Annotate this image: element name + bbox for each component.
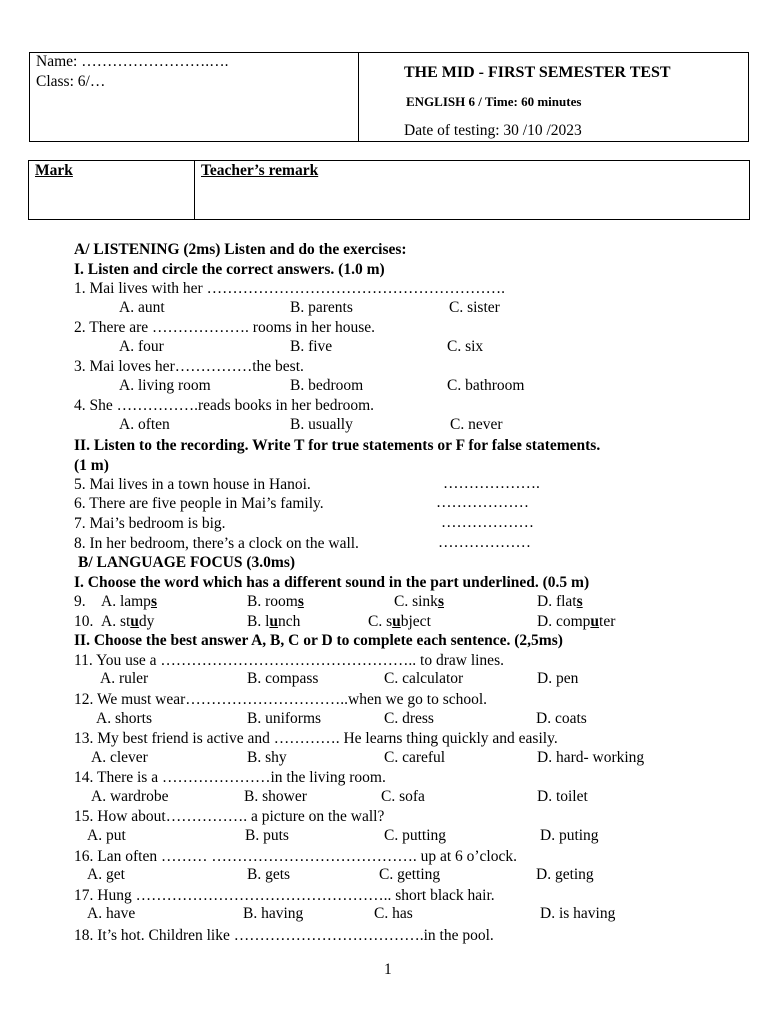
q9-option-c [394, 592, 444, 612]
q2-option-c: C. six [447, 338, 484, 355]
q9-number: 9. [74, 593, 86, 610]
q1-option-a: A. aunt [119, 299, 165, 316]
q3-option-c: C. bathroom [447, 377, 525, 394]
q9-option-b [247, 592, 304, 612]
part2-roman-numeral: II [74, 437, 87, 454]
class-field-label: Class: 6/… [36, 73, 106, 90]
q14-option-a: A. wardrobe [91, 788, 169, 805]
section-a-title: A/ LISTENING (2ms) Listen and do the exercises: [74, 241, 407, 258]
q10-a-pre: A. st [101, 613, 131, 630]
statement-6: 6. There are five people in Mai’s family. [74, 495, 324, 512]
q15-option-b: B. puts [245, 827, 289, 844]
section-a-part2-title [74, 436, 600, 456]
q2-option-b: B. five [290, 338, 333, 355]
q17-option-d: D. is having [540, 905, 616, 922]
q1-option-b: B. parents [290, 299, 353, 316]
q3-option-a: A. living room [119, 377, 211, 394]
statement-8-blank: ……………… [438, 534, 531, 551]
q17-option-c: C. has [374, 905, 413, 922]
q16-option-c: C. getting [379, 866, 441, 883]
q9-a-underlined: s [150, 593, 157, 610]
question-1: 1. Mai lives with her …………………………………………………. [74, 280, 505, 297]
q11-option-d: D. pen [537, 670, 579, 687]
statement-6-blank: ……………… [436, 494, 529, 511]
name-field-label: Name: …………………….…. [36, 53, 229, 70]
q16-option-a: A. get [87, 866, 125, 883]
question-15: 15. How about……………. a picture on the wall? [74, 808, 385, 825]
q14-option-c: C. sofa [381, 788, 425, 805]
q10-a-post: dy [138, 613, 155, 630]
q10-c-post: bject [400, 613, 431, 630]
q4-option-a: A. often [119, 416, 170, 433]
question-16: 16. Lan often ……… …………………………………. up at 6 o’clock. [74, 848, 517, 865]
q11-option-b: B. compass [247, 670, 319, 687]
q9-d-text: D. flat [537, 593, 577, 610]
question-4: 4. She …………….reads books in her bedroom. [74, 397, 375, 414]
section-b-part2-title: II. Choose the best answer A, B, C or D to complete each sentence. (2,5ms) [74, 632, 563, 649]
q9-option-a [101, 592, 157, 612]
question-2: 2. There are ………………. rooms in her house. [74, 319, 376, 336]
q9-c-underlined: s [437, 593, 444, 610]
q4-option-b: B. usually [290, 416, 353, 433]
q12-option-d: D. coats [536, 710, 587, 727]
q9-c-text: C. sink [394, 593, 438, 610]
question-10 [74, 612, 754, 632]
q16-option-b: B. gets [247, 866, 291, 883]
q10-a-underlined: u [130, 613, 139, 630]
q10-b-underlined: u [269, 613, 279, 630]
q9-b-text: B. room [247, 593, 298, 610]
statement-8: 8. In her bedroom, there’s a clock on the wall. [74, 535, 359, 552]
teacher-remark-label: Teacher’s remark [201, 162, 319, 179]
q10-option-b [247, 612, 300, 632]
q17-option-b: B. having [243, 905, 304, 922]
q13-option-a: A. clever [91, 749, 148, 766]
section-b-title: B/ LANGUAGE FOCUS (3.0ms) [78, 554, 296, 571]
q14-option-d: D. toilet [537, 788, 588, 805]
q17-option-a: A. have [87, 905, 136, 922]
q15-option-c: C. putting [384, 827, 447, 844]
q10-c-pre: C. s [368, 613, 393, 630]
statement-5: 5. Mai lives in a town house in Hanoi. [74, 476, 311, 493]
subject-time: ENGLISH 6 / Time: 60 minutes [406, 94, 582, 109]
q12-option-a: A. shorts [96, 710, 152, 727]
q10-c-underlined: u [392, 613, 401, 630]
q13-option-c: C. careful [384, 749, 446, 766]
q16-option-d: D. geting [536, 866, 594, 883]
q9-option-d [537, 592, 583, 612]
q9-d-underlined: s [576, 593, 583, 610]
question-3: 3. Mai loves her……………the best. [74, 358, 304, 375]
q12-option-b: B. uniforms [247, 710, 322, 727]
q15-option-a: A. put [87, 827, 126, 844]
question-11: 11. You use a ………………………………………….. to draw lines. [74, 652, 504, 669]
q4-option-c: C. never [450, 416, 503, 433]
q10-d-underlined: u [590, 613, 600, 630]
question-13: 13. My best friend is active and …………. He learns thing quickly and easily. [74, 730, 558, 747]
q10-b-post: nch [278, 613, 301, 630]
q15-option-d: D. puting [540, 827, 599, 844]
q10-option-c [368, 612, 431, 632]
q12-option-c: C. dress [384, 710, 434, 727]
question-12: 12. We must wear…………………………..when we go to school. [74, 691, 488, 708]
q2-option-a: A. four [119, 338, 164, 355]
section-a-part2-points: (1 m) [74, 457, 109, 474]
q10-d-post: ter [599, 613, 616, 630]
q10-option-d [537, 612, 615, 632]
mark-label: Mark [35, 162, 73, 179]
q11-option-c: C. calculator [384, 670, 464, 687]
mark-table-divider [194, 160, 195, 220]
section-a-part1-title: I. Listen and circle the correct answers. (1.0 m) [74, 261, 385, 278]
mark-table [28, 160, 750, 220]
statement-5-blank: ………………. [443, 475, 540, 492]
q11-option-a: A. ruler [100, 670, 149, 687]
q9-b-underlined: s [297, 593, 304, 610]
question-9 [74, 592, 754, 612]
question-17: 17. Hung ………………………………………….. short black hair. [74, 887, 495, 904]
q10-option-a [101, 612, 154, 632]
part2-instruction: . Listen to the recording. Write T for true statements or F for false statements. [86, 437, 601, 454]
test-date: Date of testing: 30 /10 /2023 [404, 122, 582, 139]
q10-number: 10. [74, 613, 94, 630]
q3-option-b: B. bedroom [290, 377, 364, 394]
page-number: 1 [384, 961, 392, 978]
section-b-part1-title: I. Choose the word which has a different sound in the part underlined. (0.5 m) [74, 574, 590, 591]
test-title: THE MID - FIRST SEMESTER TEST [404, 64, 671, 81]
q9-a-text: A. lamp [101, 593, 151, 610]
q1-option-c: C. sister [449, 299, 500, 316]
statement-7-blank: ……………… [441, 514, 534, 531]
question-18: 18. It’s hot. Children like ……………………………….in the pool. [74, 927, 494, 944]
q10-b-pre: B. l [247, 613, 270, 630]
q10-d-pre: D. comp [537, 613, 591, 630]
statement-7: 7. Mai’s bedroom is big. [74, 515, 226, 532]
question-14: 14. There is a …………………in the living room. [74, 769, 386, 786]
q13-option-b: B. shy [247, 749, 287, 766]
q13-option-d: D. hard- working [537, 749, 645, 766]
q14-option-b: B. shower [244, 788, 307, 805]
